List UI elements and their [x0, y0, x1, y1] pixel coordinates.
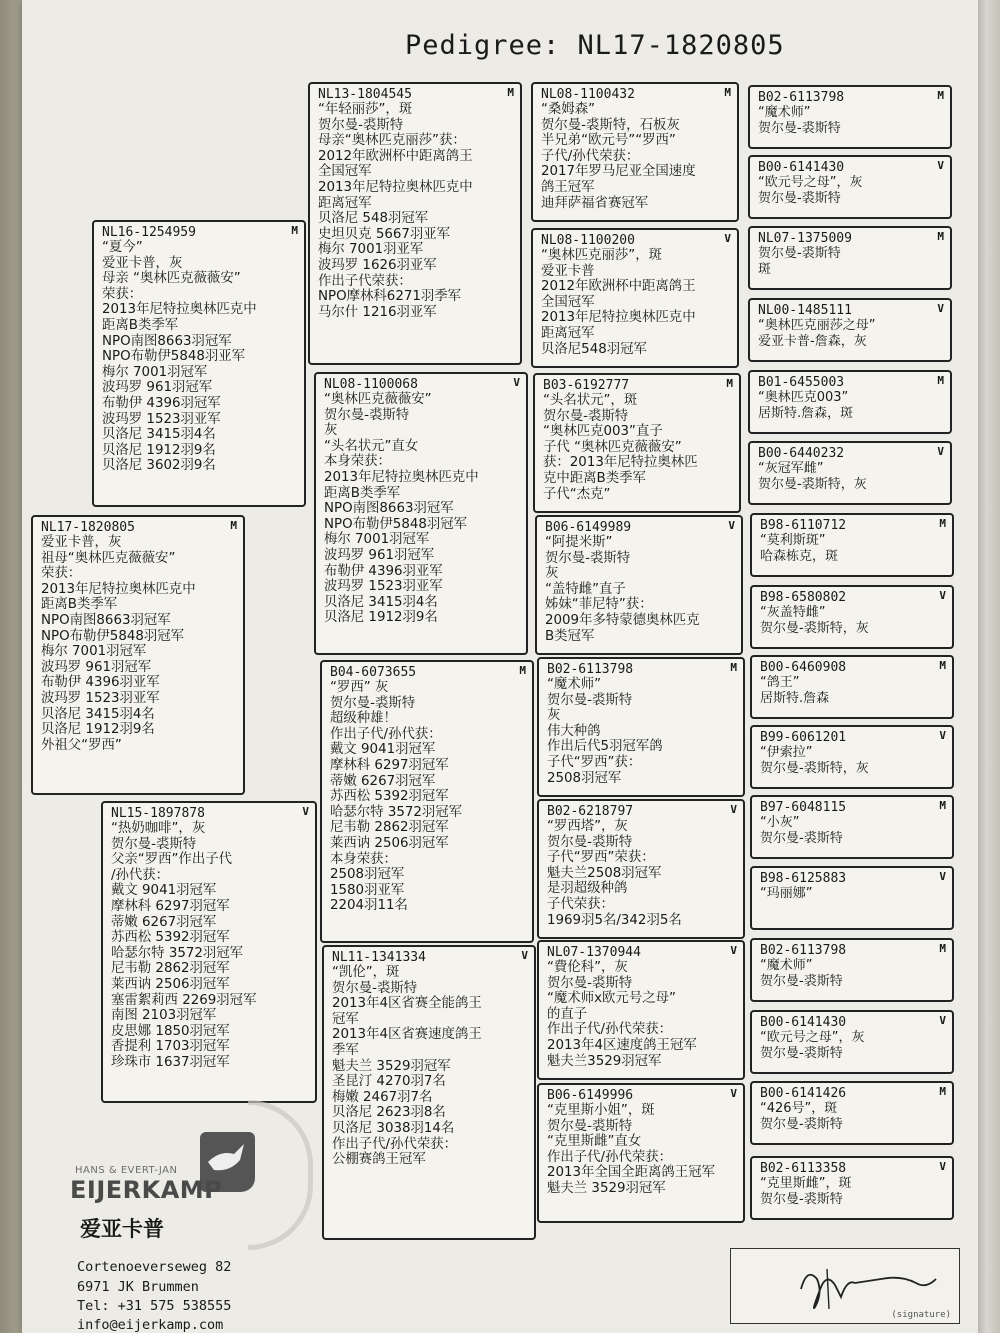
card-text-line: 梅尔 7001羽亚军 — [318, 242, 424, 258]
card-text-line: 克中距离B类季军 — [543, 470, 646, 486]
card-text-line: 子代“杰克” — [543, 486, 611, 502]
card-text-line: 摩林科 6297羽冠军 — [330, 757, 449, 773]
card-text-line: “伊索拉” — [760, 745, 813, 760]
card-text-line: 子代“罗西”荣获： — [547, 850, 655, 866]
card-text-line: “欧元号之母”，灰 — [758, 175, 863, 190]
card-text-line: 2013年4区速度鸽王冠军 — [547, 1037, 697, 1053]
pigeon-card-ds — [320, 660, 534, 943]
card-text-line: “克里斯雌”直女 — [547, 1134, 642, 1150]
card-text-line: 波玛罗 961羽冠军 — [102, 380, 213, 396]
pigeon-card-g7 — [537, 940, 745, 1080]
card-text-line: 姊妹“菲尼特”获： — [545, 597, 653, 613]
card-text-line: “桑姆森” — [541, 102, 596, 117]
card-text-line: 是羽超级种鸽 — [547, 881, 628, 897]
ring-number: B99-6061201 — [760, 730, 847, 745]
pigeon-card-h1 — [748, 85, 952, 149]
logo-wordmark: EIJERKAMP — [70, 1176, 223, 1204]
card-text-line: 作出子代荣获： — [318, 273, 412, 289]
card-text-line: 超级种雄！ — [330, 711, 397, 727]
sex-badge: M — [519, 664, 526, 677]
card-text-line: “費伦科”，灰 — [547, 960, 628, 975]
card-text-line: 戴文 9041羽冠军 — [330, 742, 436, 758]
card-text-line: 2012年欧洲杯中距离鸽王 — [318, 148, 473, 164]
card-text-line: 母亲 “奥林匹克薇薇安” — [102, 271, 241, 287]
card-text-line: 子代 “奥林匹克薇薇安” — [543, 439, 682, 455]
pigeon-card-g2 — [531, 228, 739, 368]
card-text-line: “罗西” 灰 — [330, 680, 389, 695]
ring-number: NL00-1485111 — [758, 303, 852, 318]
sex-badge: M — [730, 661, 737, 674]
card-text-line: 1969羽5名/342羽5名 — [547, 912, 682, 928]
card-text-line: 灰 — [324, 423, 338, 439]
card-text-line: “奥林匹克薇薇安” — [324, 392, 432, 407]
card-text-line: “魔术师x欧元号之母” — [547, 991, 676, 1007]
pigeon-card-g4 — [535, 515, 743, 655]
card-text-line: 史坦贝克 5667羽亚军 — [318, 226, 451, 242]
card-text-line: 魁夫兰3529羽冠军 — [547, 1053, 662, 1069]
card-text-line: “凯伦”，斑 — [332, 965, 400, 980]
card-text-line: 贺尔曼-裘斯特 — [760, 830, 843, 846]
sex-badge: M — [230, 519, 237, 532]
ring-number: NL08-1100200 — [541, 233, 635, 248]
page-title: Pedigree: NL17-1820805 — [405, 30, 785, 61]
ring-number: NL15-1897878 — [111, 806, 205, 821]
card-text-line: 迪拜萨福省赛冠军 — [541, 195, 649, 211]
card-text-line: 贺尔曼-裘斯特 — [758, 120, 841, 136]
ring-number: NL13-1804545 — [318, 87, 412, 102]
card-text-line: 公棚赛鸽王冠军 — [332, 1152, 426, 1168]
sex-badge: V — [939, 1014, 946, 1027]
ring-number: B00-6141430 — [760, 1015, 847, 1030]
card-text-line: NPO南图8663羽冠军 — [41, 612, 171, 628]
brand-name-chinese: 爱亚卡普 — [80, 1217, 164, 1241]
card-text-line: 距离冠军 — [318, 195, 372, 211]
ring-number: B00-6141430 — [758, 160, 845, 175]
pigeon-card-dam — [101, 801, 317, 1103]
card-text-line: 的直子 — [547, 1006, 588, 1022]
ring-number: B03-6192777 — [543, 378, 630, 393]
card-text-line: 外祖父“罗西” — [41, 737, 122, 753]
pigeon-card-h12 — [750, 866, 954, 930]
card-text-line: 梅尔 7001羽冠军 — [41, 644, 147, 660]
card-text-line: /孙代获： — [111, 867, 170, 883]
card-text-line: “盖特雌”直子 — [545, 581, 626, 597]
card-text-line: 作出子代/孙代荣获： — [547, 1149, 673, 1165]
card-text-line: 布勒伊 4396羽亚军 — [41, 675, 160, 691]
card-text-line: 本身荣获： — [330, 851, 397, 867]
card-text-line: NPO南图8663羽冠军 — [324, 501, 454, 517]
card-text-line: 2013年尼特拉奥林匹克中 — [318, 179, 473, 195]
card-text-line: 贺尔曼-裘斯特 — [545, 550, 631, 566]
card-text-line: 贝洛尼 548羽冠军 — [318, 211, 429, 227]
card-text-line: 作出子代/孙代荣获： — [332, 1136, 458, 1152]
card-text-line: 爱亚卡普，灰 — [41, 535, 122, 550]
pigeon-card-sd — [314, 372, 528, 655]
sex-badge: M — [507, 86, 514, 99]
sex-badge: V — [937, 445, 944, 458]
pigeon-card-h14 — [750, 1010, 954, 1074]
card-text-line: 波玛罗 1523羽亚军 — [41, 690, 160, 706]
card-text-line: 2013年尼特拉奥林匹克中 — [324, 469, 479, 485]
card-text-line: 2017年罗马尼亚全国速度 — [541, 164, 696, 180]
card-text-line: “426号”，斑 — [760, 1101, 838, 1116]
card-text-line: 作出子代/孙代获： — [330, 726, 442, 742]
card-text-line: NPO布勒伊5848羽冠军 — [324, 516, 468, 532]
pigeon-card-h7 — [750, 513, 954, 577]
address-street: Cortenoeverseweg 82 — [77, 1259, 232, 1275]
ring-number: B04-6073655 — [330, 665, 417, 680]
sex-badge: V — [728, 519, 735, 532]
card-text-line: 布勒伊 4396羽冠军 — [102, 395, 221, 411]
sex-badge: M — [939, 1085, 946, 1098]
pigeon-card-h16 — [750, 1156, 954, 1220]
card-text-line: 贝洛尼 1912羽9名 — [41, 722, 155, 738]
card-text-line: 贺尔曼-裘斯特，灰 — [760, 760, 869, 776]
card-text-line: 全国冠军 — [318, 164, 372, 180]
pigeon-card-g6 — [537, 799, 745, 939]
card-text-line: 斑 — [758, 261, 772, 277]
card-text-line: 季军 — [332, 1042, 359, 1058]
card-text-line: “阿提米斯” — [545, 535, 613, 550]
sex-badge: V — [939, 870, 946, 883]
card-text-line: 2013年4区省赛速度鸽王 — [332, 1027, 482, 1043]
pigeon-card-h15 — [750, 1081, 954, 1145]
card-text-line: 蒂嫩 6267羽冠军 — [330, 773, 436, 789]
sex-badge: M — [939, 942, 946, 955]
card-text-line: 半兄弟“欧元号”“罗西” — [541, 133, 676, 149]
card-text-line: “头名状元”，斑 — [543, 393, 638, 408]
card-text-line: 贺尔曼-裘斯特 — [324, 407, 410, 423]
card-text-line: 哈瑟尔特 3572羽冠军 — [330, 804, 463, 820]
sex-badge: M — [939, 517, 946, 530]
card-text-line: 布勒伊 4396羽亚军 — [324, 563, 443, 579]
card-text-line: “克里斯小姐”，斑 — [547, 1103, 655, 1118]
card-text-line: 距离B类季军 — [41, 597, 118, 613]
ring-number: B02-6218797 — [547, 804, 634, 819]
card-text-line: 父亲“罗西”作出子代 — [111, 852, 232, 868]
card-text-line: 苏西松 5392羽冠军 — [330, 789, 449, 805]
card-text-line: 贝洛尼 1912羽9名 — [102, 442, 216, 458]
card-text-line: 波玛罗 1626羽亚军 — [318, 257, 437, 273]
logo-subtitle: HANS & EVERT-JAN — [75, 1165, 178, 1176]
card-text-line: 贺尔曼-裘斯特 — [543, 408, 629, 424]
card-text-line: 尼韦勒 2862羽冠军 — [111, 961, 230, 977]
card-text-line: 贺尔曼-裘斯特 — [758, 190, 841, 206]
card-text-line: 爱亚卡普，灰 — [102, 255, 183, 271]
card-text-line: 魁夫兰2508羽冠军 — [547, 865, 662, 881]
card-text-line: 波玛罗 961羽冠军 — [324, 547, 435, 563]
card-text-line: 本身荣获： — [324, 454, 391, 470]
card-text-line: 作出子代/孙代荣获： — [547, 1022, 673, 1038]
card-text-line: “灰冠军雌” — [758, 461, 824, 476]
pigeon-card-h10 — [750, 725, 954, 789]
ring-number: NL17-1820805 — [41, 520, 135, 535]
card-text-line: 哈瑟尔特 3572羽冠军 — [111, 945, 244, 961]
card-text-line: 贺尔曼-裘斯特 — [547, 834, 633, 850]
card-text-line: 贝洛尼 3415羽4名 — [324, 594, 438, 610]
card-text-line: 贺尔曼-裘斯特 — [760, 973, 843, 989]
card-text-line: 全国冠军 — [541, 294, 595, 310]
card-text-line: 南图 2103羽冠军 — [111, 1008, 217, 1024]
card-text-line: 贝洛尼 3415羽4名 — [102, 427, 216, 443]
pigeon-card-h2 — [748, 155, 952, 219]
card-text-line: 荣获： — [102, 286, 143, 302]
card-text-line: 灰 — [545, 566, 559, 582]
ring-number: NL16-1254959 — [102, 225, 196, 240]
card-text-line: 贺尔曼-裘斯特，灰 — [760, 620, 869, 636]
sex-badge: V — [513, 376, 520, 389]
card-text-line: 距离B类季军 — [102, 317, 179, 333]
pigeon-card-main — [31, 515, 245, 795]
phone-number: Tel: +31 575 538555 — [77, 1298, 232, 1314]
sex-badge: V — [937, 302, 944, 315]
card-text-line: 鸽王冠军 — [541, 179, 595, 195]
sex-badge: M — [724, 86, 731, 99]
ring-number: B98-6580802 — [760, 590, 847, 605]
card-text-line: 子代/孙代荣获： — [541, 148, 640, 164]
sex-badge: M — [937, 230, 944, 243]
card-text-line: 摩林科 6297羽冠军 — [111, 898, 230, 914]
address-city: 6971 JK Brummen — [77, 1279, 199, 1295]
card-text-line: “奥林匹克丽莎”，斑 — [541, 248, 662, 263]
card-text-line: 梅尔 7001羽冠军 — [102, 364, 208, 380]
sex-badge: V — [937, 159, 944, 172]
card-text-line: 贺尔曼-裘斯特 — [330, 695, 416, 711]
sex-badge: M — [726, 377, 733, 390]
pigeon-card-h11 — [750, 795, 954, 859]
card-text-line: 波玛罗 1523羽亚军 — [324, 579, 443, 595]
card-text-line: 爱亚卡普-詹森，灰 — [758, 333, 867, 349]
ring-number: B00-6440232 — [758, 446, 845, 461]
card-text-line: “魔术师” — [760, 958, 813, 973]
card-text-line: 尼韦勒 2862羽冠军 — [330, 820, 449, 836]
ring-number: B98-6110712 — [760, 518, 847, 533]
sex-badge: M — [937, 89, 944, 102]
card-text-line: 冠军 — [332, 1011, 359, 1027]
card-text-line: 贺尔曼-裘斯特，灰 — [758, 476, 867, 492]
ring-number: B02-6113798 — [547, 662, 634, 677]
pigeon-card-sire — [92, 220, 306, 507]
card-text-line: 居斯特.詹森，斑 — [758, 405, 854, 421]
ring-number: NL08-1100068 — [324, 377, 418, 392]
card-text-line: 皮思娜 1850羽冠军 — [111, 1023, 230, 1039]
pigeon-card-h5 — [748, 370, 952, 434]
sex-badge: V — [939, 589, 946, 602]
card-text-line: 祖母“奥林匹克薇薇安” — [41, 550, 176, 566]
pigeon-card-h6 — [748, 441, 952, 505]
card-text-line: “玛丽娜” — [760, 886, 813, 901]
pigeon-card-h8 — [750, 585, 954, 649]
card-text-line: “夏今” — [102, 240, 143, 255]
card-text-line: 马尔什 1216羽亚军 — [318, 304, 437, 320]
card-text-line: 苏西松 5392羽冠军 — [111, 930, 230, 946]
card-text-line: 圣昆汀 4270羽7名 — [332, 1074, 446, 1090]
card-text-line: 贺尔曼-裘斯特 — [111, 836, 197, 852]
card-text-line: NPO摩林科6271羽季军 — [318, 289, 462, 305]
card-text-line: 伟大种鸽 — [547, 723, 601, 739]
pigeon-card-h9 — [750, 655, 954, 719]
card-text-line: 贝洛尼 3415羽4名 — [41, 706, 155, 722]
card-text-line: “年轻丽莎”，斑 — [318, 102, 413, 117]
card-text-line: 作出后代5羽冠军鸽 — [547, 739, 663, 755]
sex-badge: V — [521, 949, 528, 962]
ring-number: B00-6460908 — [760, 660, 847, 675]
card-text-line: 戴文 9041羽冠军 — [111, 883, 217, 899]
card-text-line: “奥林匹克丽莎之母” — [758, 318, 876, 333]
card-text-line: B类冠军 — [545, 628, 595, 644]
card-text-line: “鸽王” — [760, 675, 800, 690]
card-text-line: 贺尔曼-裘斯特，石板灰 — [541, 117, 680, 133]
card-text-line: 距离冠军 — [541, 325, 595, 341]
card-text-line: 珍珠市 1637羽冠军 — [111, 1054, 230, 1070]
card-text-line: 贺尔曼-裘斯特 — [760, 1191, 843, 1207]
card-text-line: NPO布勒伊5848羽冠军 — [41, 628, 185, 644]
email-link[interactable]: info@eijerkamp.com — [77, 1317, 224, 1333]
paper-stack-edge — [978, 0, 1000, 1333]
card-text-line: “奥林匹克003”直子 — [543, 424, 663, 440]
card-text-line: 子代“罗西”获： — [547, 754, 642, 770]
pigeon-card-dd — [322, 945, 536, 1240]
card-text-line: 爱亚卡普 — [541, 263, 595, 279]
card-text-line: 2013年尼特拉奥林匹克中 — [541, 310, 696, 326]
card-text-line: “小灰” — [760, 815, 800, 830]
ring-number: NL07-1370944 — [547, 945, 641, 960]
sex-badge: M — [939, 659, 946, 672]
card-text-line: 贺尔曼-裘斯特 — [547, 1118, 633, 1134]
sex-badge: M — [937, 374, 944, 387]
card-text-line: 贺尔曼-裘斯特 — [758, 246, 841, 261]
pigeon-card-h3 — [748, 226, 952, 290]
card-text-line: 母亲“奥林匹克丽莎”获： — [318, 133, 466, 149]
card-text-line: 2009年多特蒙德奥林匹克 — [545, 612, 700, 628]
ring-number: B06-6149989 — [545, 520, 632, 535]
card-text-line: “欧元号之母”，灰 — [760, 1030, 865, 1045]
card-text-line: 2013年尼特拉奥林匹克中 — [41, 581, 196, 597]
card-text-line: “莫利斯斑” — [760, 533, 826, 548]
card-text-line: 2013年尼特拉奥林匹克中 — [102, 302, 257, 318]
ring-number: NL11-1341334 — [332, 950, 426, 965]
card-text-line: 香提利 1703羽冠军 — [111, 1039, 230, 1055]
card-text-line: 2204羽11名 — [330, 898, 408, 914]
sex-badge: V — [730, 1087, 737, 1100]
card-text-line: NPO布勒伊5848羽亚军 — [102, 349, 246, 365]
sex-badge: V — [939, 1160, 946, 1173]
card-text-line: “奥林匹克003” — [758, 390, 849, 405]
card-text-line: 莱西讷 2506羽冠军 — [330, 835, 449, 851]
pigeon-card-h13 — [750, 938, 954, 1002]
ring-number: B02-6113358 — [760, 1161, 847, 1176]
card-text-line: 贺尔曼-裘斯特 — [547, 692, 633, 708]
sex-badge: V — [730, 944, 737, 957]
card-text-line: 梅嫩 2467羽7名 — [332, 1089, 433, 1105]
card-text-line: 居斯特.詹森 — [760, 690, 830, 706]
background-left — [0, 0, 22, 1333]
pigeon-card-g8 — [537, 1083, 745, 1223]
card-text-line: “克里斯雌”，斑 — [760, 1176, 852, 1191]
card-text-line: 贺尔曼-裘斯特 — [332, 980, 418, 996]
pigeon-card-g3 — [533, 373, 741, 513]
card-text-line: 波玛罗 1523羽亚军 — [102, 411, 221, 427]
card-text-line: 魁夫兰 3529羽冠军 — [332, 1058, 451, 1074]
card-text-line: 贝洛尼548羽冠军 — [541, 341, 647, 357]
card-text-line: 贺尔曼-裘斯特 — [760, 1045, 843, 1061]
card-text-line: 2013年全国全距离鸽王冠军 — [547, 1165, 715, 1181]
sex-badge: V — [730, 803, 737, 816]
pigeon-card-g1 — [531, 82, 739, 222]
card-text-line: “魔术师” — [547, 677, 602, 692]
card-text-line: 2508羽冠军 — [547, 770, 622, 786]
sex-badge: M — [291, 224, 298, 237]
ring-number: B00-6141426 — [760, 1086, 847, 1101]
ring-number: B98-6125883 — [760, 871, 847, 886]
card-text-line: 荣获： — [41, 566, 82, 582]
pigeon-card-ss — [308, 82, 522, 365]
card-text-line: 1580羽亚军 — [330, 882, 405, 898]
card-text-line: 塞雷絮莉西 2269羽冠军 — [111, 992, 257, 1008]
pigeon-card-h4 — [748, 298, 952, 362]
card-text-line: 蒂嫩 6267羽冠军 — [111, 914, 217, 930]
card-text-line: 莱西讷 2506羽冠军 — [111, 976, 230, 992]
sex-badge: V — [302, 805, 309, 818]
card-text-line: 魁夫兰 3529羽冠军 — [547, 1180, 666, 1196]
card-text-line: 子代荣获： — [547, 896, 614, 912]
ring-number: NL08-1100432 — [541, 87, 635, 102]
card-text-line: “热奶咖啡”，灰 — [111, 821, 206, 836]
pigeon-card-g5 — [537, 657, 745, 797]
card-text-line: 哈森栋克，斑 — [760, 548, 839, 564]
signature-label: (signature) — [891, 1310, 951, 1320]
card-text-line: “魔术师” — [758, 105, 811, 120]
card-text-line: 2508羽冠军 — [330, 867, 405, 883]
card-text-line: 贝洛尼 3038羽14名 — [332, 1120, 455, 1136]
card-text-line: 贝洛尼 1912羽9名 — [324, 610, 438, 626]
card-text-line: 2013年4区省赛全能鸽王 — [332, 996, 482, 1012]
sex-badge: V — [939, 729, 946, 742]
card-text-line: 获：2013年尼特拉奥林匹 — [543, 455, 698, 471]
card-text-line: “罗西塔”，灰 — [547, 819, 628, 834]
card-text-line: “灰盖特雌” — [760, 605, 826, 620]
card-text-line: 波玛罗 961羽冠军 — [41, 659, 152, 675]
card-text-line: 贺尔曼-裘斯特 — [547, 975, 633, 991]
card-text-line: 灰 — [547, 708, 561, 724]
signature-box — [730, 1248, 960, 1324]
card-text-line: 贝洛尼 2623羽8名 — [332, 1105, 446, 1121]
ring-number: B02-6113798 — [758, 90, 845, 105]
card-text-line: NPO南图8663羽冠军 — [102, 333, 232, 349]
card-text-line: 贺尔曼-裘斯特 — [318, 117, 404, 133]
card-text-line: “头名状元”直女 — [324, 438, 419, 454]
card-text-line: 梅尔 7001羽冠军 — [324, 532, 430, 548]
card-text-line: 2012年欧洲杯中距离鸽王 — [541, 279, 696, 295]
card-text-line: 贺尔曼-裘斯特 — [760, 1116, 843, 1132]
ring-number: B02-6113798 — [760, 943, 847, 958]
ring-number: B06-6149996 — [547, 1088, 634, 1103]
card-text-line: 距离B类季军 — [324, 485, 401, 501]
ring-number: NL07-1375009 — [758, 231, 852, 246]
ring-number: B97-6048115 — [760, 800, 847, 815]
sex-badge: V — [724, 232, 731, 245]
ring-number: B01-6455003 — [758, 375, 845, 390]
sex-badge: M — [939, 799, 946, 812]
card-text-line: 贝洛尼 3602羽9名 — [102, 458, 216, 474]
